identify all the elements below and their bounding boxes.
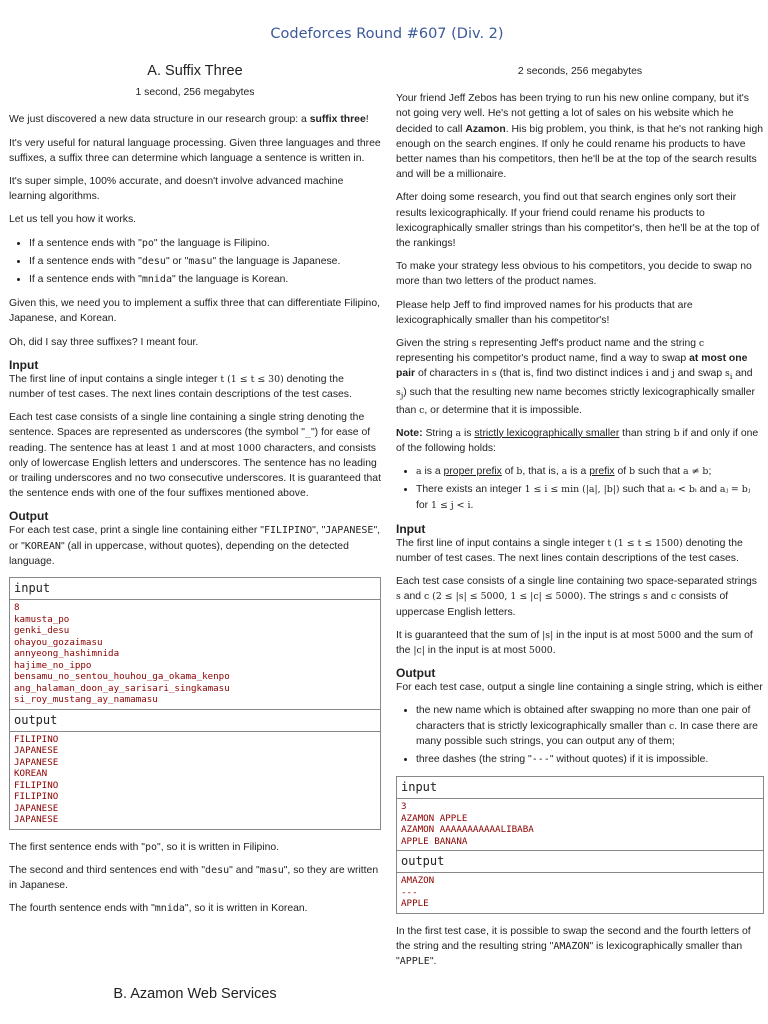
proper-prefix-link[interactable]: proper prefix [443,466,502,478]
lex-conditions-list [396,464,764,513]
problem-a-intro-6: Oh, did I say three suffixes? I meant four. [9,336,199,348]
sample-input-label: input [10,578,380,600]
lex-condition-prefix: • a is a proper prefix of b, that is, a is a prefix of b such that a ≠ b; [416,464,764,479]
problem-b-sample [396,776,764,914]
problem-a-title: A. Suffix Three [147,63,243,79]
suffix-three-term: suffix three [309,114,366,126]
strictly-smaller-link[interactable]: strictly lexicographically smaller [474,427,620,439]
rule-japanese: • If a sentence ends with "desu" or "masu" the language is Japanese. [29,254,381,269]
problem-a-intro-3: It's super simple, 100% accurate, and doesn't involve advanced machine learning algorithms. [9,176,344,203]
sample-input-text[interactable]: 3 AZAMON APPLE AZAMON AAAAAAAAAAALIBABA APPLE BANANA [401,801,534,847]
problem-a-note-1: The first sentence ends with "po", so it is written in Filipino. [9,841,280,853]
suffix-rules-list [9,236,381,288]
problem-b-para-2: After doing some research, you find out that search engines only sort their results lexicographically. If your friend could rename his products to lexicographically smaller strings than his competitor's, then he'll be at the top of the rankings! [396,192,760,250]
problem-a-note-3: The fourth sentence ends with "mnida", so it is written in Korean. [9,903,308,915]
rule-korean: • If a sentence ends with "mnida" the language is Korean. [29,272,381,287]
sample-output-text[interactable]: AMAZON --- APPLE [401,875,435,910]
prefix-link[interactable]: prefix [589,466,615,478]
problem-b-para-3: To make your strategy less obvious to his competitors, you decide to swap no more than two letters of the product names. [396,261,752,288]
problem-b-input-2: Each test case consists of a single line containing two space-separated strings s and c (2 ≤ |s| ≤ 5000, 1 ≤ |c| ≤ 5000). The strings s and c consists of uppercase English letters. [396,576,757,618]
problem-b-output-1: For each test case, output a single line containing a single string, which is either [396,682,763,694]
problem-a-intro-2: It's very useful for natural language processing. Given three languages and three suffixes, a suffix three can determine which language a sentence is written in. [9,137,381,164]
problem-b-para-1: Your friend Jeff Zebos has been trying to run his new online company, but it's not going very well. He's not getting a lot of sales on his website which he decided to call Azamon. His big problem, you think, is that he's not ranking high enough on the search engines. If only he could rename his products to have better names than his competitors, then he'll be at the top of the search results and will be a millionaire. [396,93,764,181]
sample-output-label: output [10,709,380,732]
contest-title: Codeforces Round #607 (Div. 2) [270,26,504,42]
problem-b-output-title: Output [396,666,436,681]
sample-output-label: output [397,850,763,873]
problem-a-output-1: For each test case, print a single line containing either "FILIPINO", "JAPANESE", or "KOREAN" (all in uppercase, without quotes), depending on the detected language. [9,525,381,567]
sample-output-text[interactable]: FILIPINO JAPANESE JAPANESE KOREAN FILIPINO FILIPINO JAPANESE JAPANESE [14,733,59,826]
output-option-dashes: • three dashes (the string "---" without quotes) if it is impossible. [416,752,764,767]
problem-b-input-title: Input [396,521,426,536]
problem-a-intro-5: Given this, we need you to implement a suffix three that can differentiate Filipino, Japanese, and Korean. [9,298,380,325]
problem-b-note-1: In the first test case, it is possible to swap the second and the fourth letters of the string and the resulting string "AMAZON" is lexicographically smaller than "APPLE". [396,925,751,968]
problem-a-note-2: The second and third sentences end with "desu" and "masu", so they are written in Japanese. [9,864,379,891]
problem-a-intro-1: We just discovered a new data structure in our research group: a suffix three! [9,114,369,126]
problem-a-limits: 1 second, 256 megabytes [135,87,255,99]
problem-a-sample [9,577,381,830]
problem-b-column [396,58,764,977]
problem-a-input-1: The first line of input contains a single integer t (1 ≤ t ≤ 30) denoting the number of test cases. The next lines contain descriptions of the test cases. [9,373,352,401]
problem-b-note: Note: String a is strictly lexicographically smaller than string b if and only if one of the following holds: [396,427,759,455]
output-option-new-name: • the new name which is obtained after swapping no more than one pair of characters that is strictly lexicographically smaller than c. In case there are many possible such strings, you can output any of them; [416,703,764,749]
sample-input-label: input [397,777,763,799]
problem-a-column [9,58,381,924]
problem-b-input-3: It is guaranteed that the sum of |s| in the input is at most 5000 and the sum of the |c| in the input is at most 5000. [396,629,753,657]
problem-b-input-1: The first line of input contains a single integer t (1 ≤ t ≤ 1500) denoting the number of test cases. The next lines contain descriptions of the test cases. [396,537,743,565]
output-options-list [396,703,764,767]
problem-b-para-5: Given the string s representing Jeff's product name and the string c representing his competitor's product name, find a way to swap at most one pair of characters in s (that is, find two distinct indices i and j and swap $s_i$ and $s_j$) such that the resulting new name becomes strictly lexicographically smaller than c, or determine that it is impossible. [396,338,755,416]
rule-filipino: • If a sentence ends with "po" the language is Filipino. [29,236,381,251]
lex-condition-index: • There exists an integer 1 ≤ i ≤ min (|a|, |b|) such that aᵢ < bᵢ and aⱼ = bⱼ for 1 ≤ j < i. [416,482,764,512]
problem-a-intro-4: Let us tell you how it works. [9,214,137,226]
problem-a-output-title: Output [9,509,49,524]
problem-b-title: B. Azamon Web Services [113,986,277,1002]
problem-a-input-2: Each test case consists of a single line containing a single string denoting the sentence. Spaces are represented as underscores (the symbol "_") for ease of reading. The sentence has at least 1 and at most 1000 characters, and consists only of lowercase English letters and underscores. The sentence has no leading or trailing underscores and no two consecutive underscores. It is guaranteed that the sentence ends with one of the four suffixes mentioned above. [9,412,381,500]
problem-b-para-4: Please help Jeff to find improved names for his products that are lexicographically smaller than his competitor's! [396,299,693,326]
problem-b-limits: 2 seconds, 256 megabytes [517,66,643,77]
problem-a-input-title: Input [9,357,39,372]
sample-input-text[interactable]: 8 kamusta_po genki_desu ohayou_gozaimasu annyeong_hashimnida hajime_no_ippo bensamu_no_sentou_houhou_ga_okama_kenpo ang_halaman_doon_ay_sarisari_singkamasu si_roy_mustang_ay_namamasu [14,602,230,706]
